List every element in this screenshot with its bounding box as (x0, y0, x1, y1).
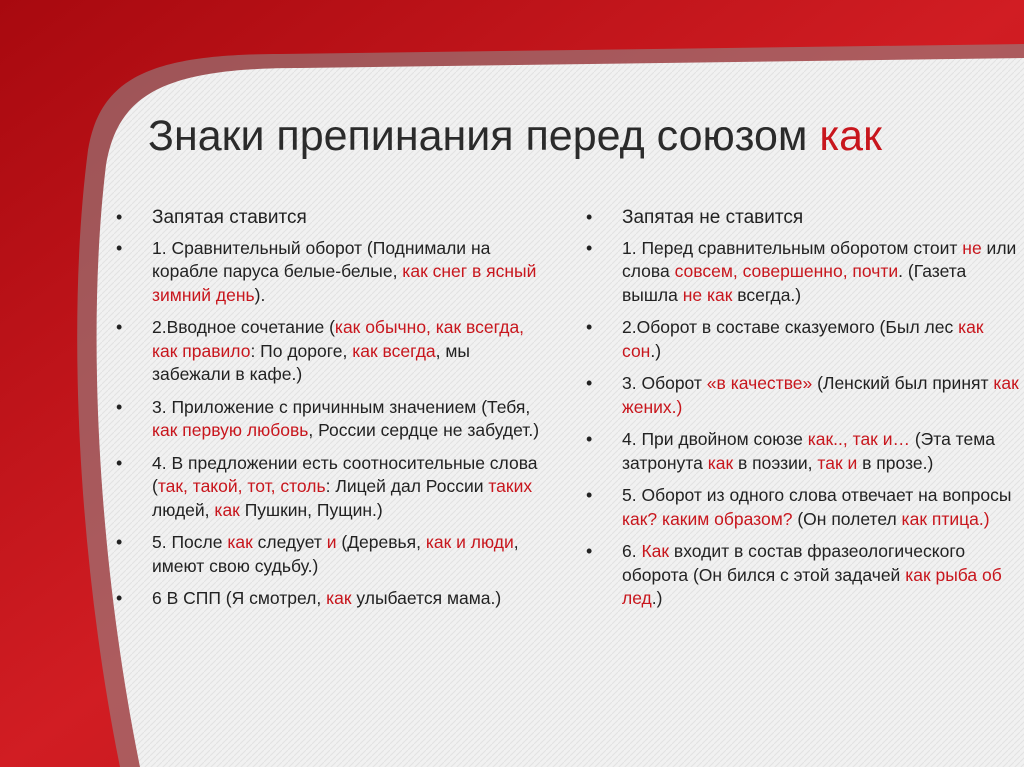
left-column-heading: • Запятая ставится (116, 206, 546, 230)
highlighted-text: Как (641, 541, 670, 561)
text-run: , России сердце не забудет.) (308, 420, 540, 440)
list-item (116, 531, 546, 578)
list-item (116, 587, 546, 611)
highlighted-text: как снег в ясный зимний день (152, 261, 537, 305)
highlighted-text: таких (488, 476, 533, 496)
highlighted-text: как (214, 499, 240, 520)
highlighted-text: как жених.) (622, 373, 1019, 417)
highlighted-text: так и (817, 452, 858, 473)
highlighted-text: «в качестве» (706, 373, 813, 393)
list-item (586, 316, 1022, 363)
list-item (116, 452, 546, 523)
text-run: 5. Оборот из одного слова отвечает на вопросы (622, 485, 1012, 505)
highlighted-text: как сон (622, 317, 984, 361)
list-item (116, 396, 546, 443)
title-accent: как (819, 112, 882, 160)
right-column (586, 206, 1022, 620)
highlighted-text: как всегда (352, 340, 436, 361)
text-run: 4. При двойном союзе (622, 429, 808, 449)
text-run: .) (651, 588, 663, 608)
text-run: : По дороге, (250, 340, 353, 361)
text-run: Пушкин, Пущин.) (239, 499, 383, 520)
highlighted-text: как первую любовь (152, 420, 309, 440)
text-run: входит в состав фразеологического оборота (Он бился с этой задачей (622, 541, 966, 585)
text-run: (Он полетел (792, 508, 902, 529)
highlighted-text: как (326, 588, 352, 608)
text-run: 2.Вводное сочетание ( (152, 317, 335, 337)
text-run: улыбается мама.) (351, 588, 502, 608)
text-run: : Лицей дал России (325, 476, 489, 496)
highlighted-text: совсем, совершенно, почти (674, 261, 899, 281)
highlighted-text: как? каким образом? (622, 508, 793, 529)
text-run: 1. Сравнительный оборот (Поднимали на корабле паруса белые-белые, (152, 237, 491, 281)
text-run: следует (252, 532, 327, 552)
highlighted-text: так, такой, тот, столь (157, 476, 326, 496)
text-run: в поэзии, (733, 452, 818, 473)
text-run: ). (254, 284, 266, 305)
text-run: 6 В СПП (Я смотрел, (152, 588, 327, 608)
text-run: или слова (622, 237, 1017, 281)
text-run: 1. Перед сравнительным оборотом стоит (622, 237, 963, 258)
text-run: в прозе.) (857, 452, 934, 473)
highlighted-text: как рыба об лед (622, 564, 1002, 608)
list-item (586, 237, 1022, 308)
text-run: 2.Оборот в составе сказуемого (Был лес (622, 317, 959, 337)
highlighted-text: как и люди (425, 532, 514, 552)
list-item (586, 484, 1022, 531)
text-run: 3. Оборот (622, 373, 707, 393)
text-run: (Ленский был принят (812, 373, 994, 393)
list-item (116, 237, 546, 308)
list-item (586, 428, 1022, 475)
text-run: . (Газета вышла (622, 261, 967, 305)
slide-title (148, 112, 1008, 161)
highlighted-text: как.., так и… (807, 429, 910, 449)
highlighted-text: как (227, 532, 253, 552)
left-column (116, 206, 546, 620)
list-item (116, 316, 546, 387)
text-run: 3. Приложение с причинным значением (Тебя, (152, 396, 531, 417)
right-column-heading: • Запятая не ставится (586, 206, 1022, 230)
text-run: (Деревья, (336, 532, 426, 552)
text-run: , мы забежали в кафе.) (152, 340, 470, 384)
text-run: 4. В предложении есть соотносительные слова ( (152, 452, 538, 496)
highlighted-text: и (326, 532, 337, 552)
highlighted-text: как птица.) (901, 508, 990, 529)
text-run: 6. (622, 541, 642, 561)
text-run: (Эта тема затронута (622, 429, 995, 473)
text-run: , имеют свою судьбу.) (152, 532, 519, 576)
highlighted-text: не (962, 237, 982, 258)
highlighted-text: не как (682, 284, 733, 305)
text-run: 5. После (152, 532, 228, 552)
text-run: всегда.) (732, 284, 802, 305)
list-item (586, 540, 1022, 611)
highlighted-text: как обычно, как всегда, как правило (152, 317, 525, 361)
list-item (586, 372, 1022, 419)
title-main: Знаки препинания перед союзом (148, 112, 820, 160)
text-run: .) (650, 340, 662, 361)
text-run: людей, (152, 499, 215, 520)
highlighted-text: как (707, 452, 734, 473)
